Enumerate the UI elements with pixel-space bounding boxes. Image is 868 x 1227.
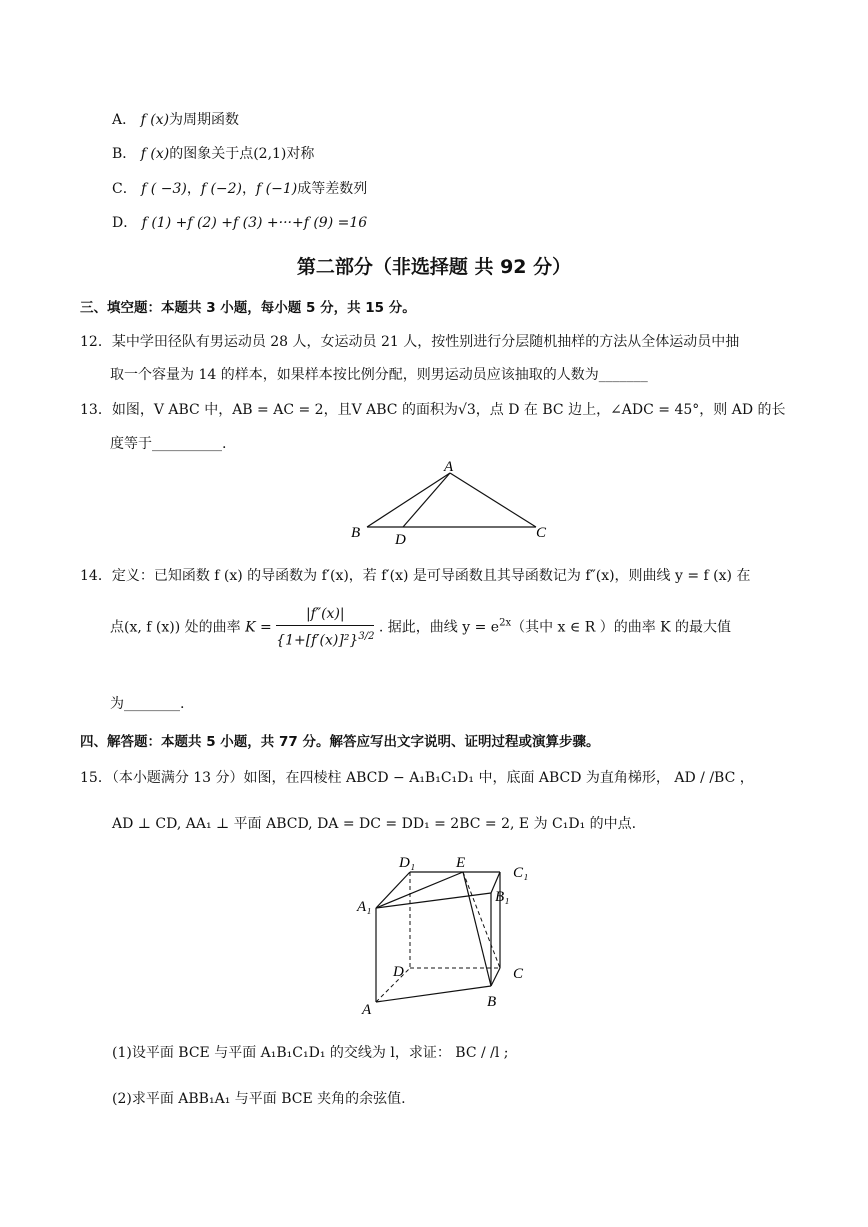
- vertex-d1-label: D₁: [399, 855, 416, 871]
- section-title: 第二部分（非选择题 共 92 分）: [296, 256, 572, 278]
- option-a: A． f (x)为周期函数: [112, 112, 240, 128]
- vertex-a-label: A: [444, 459, 454, 475]
- option-c: C． f ( −3)，f (−2)，f (−1)成等差数列: [112, 181, 368, 197]
- q13-line1: 13．如图，V ABC 中，AB = AC = 2，且V ABC 的面积为√3，点 D 在 BC 边上，∠ADC = 45°，则 AD 的长: [80, 402, 786, 418]
- prism-figure: [355, 850, 540, 1020]
- q12-line1: 12．某中学田径队有男运动员 28 人，女运动员 21 人，按性别进行分层随机抽样的方法从全体运动员中抽: [80, 334, 740, 350]
- triangle-figure: [340, 455, 560, 550]
- vertex-c1-label: C₁: [513, 865, 529, 881]
- q14-line1: 14．定义：已知函数 f (x) 的导函数为 f′(x)，若 f′(x) 是可导函数且其导函数记为 f″(x)，则曲线 y = f (x) 在: [80, 568, 751, 584]
- vertex-b1-label: B₁: [495, 889, 510, 905]
- q13-line2: 度等于__________.: [110, 436, 227, 452]
- section-four-heading: 四、解答题：本题共 5 小题，共 77 分。解答应写出文字说明、证明过程或演算步骤。: [80, 734, 600, 750]
- vertex-a-label: A: [362, 1002, 372, 1018]
- option-d: D． f (1) +f (2) +f (3) +···+f (9) =16: [112, 215, 368, 231]
- option-b: B． f (x)的图象关于点(2,1)对称: [112, 146, 315, 162]
- q15-line2: AD ⊥ CD, AA₁ ⊥ 平面 ABCD, DA = DC = DD₁ = 2BC = 2, E 为 C₁D₁ 的中点.: [112, 816, 637, 832]
- q15-part2: (2)求平面 ABB₁A₁ 与平面 BCE 夹角的余弦值.: [112, 1091, 406, 1107]
- vertex-b-label: B: [351, 525, 361, 541]
- vertex-b-label: B: [487, 994, 497, 1010]
- q15-line1: 15．（本小题满分 13 分）如图，在四棱柱 ABCD − A₁B₁C₁D₁ 中，底面 ABCD 为直角梯形， AD / /BC ，: [80, 770, 754, 786]
- curvature-fraction: $\frac{|f''(x)|}{\{1+[f'(x)]^2\}^{3/2}}$: [276, 606, 375, 649]
- q15-part1: (1)设平面 BCE 与平面 A₁B₁C₁D₁ 的交线为 l，求证： BC / /l ;: [112, 1045, 509, 1061]
- q14-line2: 点(x, f (x)) 处的曲率 K = $\frac{|f''(x)|}{\{1+[f'(x)]^2\}^{3/2}}$ . 据此，曲线 $y = e^{2x}$（其中 x ∈ R ）的曲率 K 的最大值: [110, 606, 732, 649]
- vertex-d-label: D: [393, 964, 404, 980]
- q14-line3: 为________.: [110, 696, 185, 712]
- vertex-e-label: E: [456, 855, 466, 871]
- q12-line2: 取一个容量为 14 的样本，如果样本按比例分配，则男运动员应该抽取的人数为_______: [110, 367, 648, 383]
- vertex-d-label: D: [395, 532, 406, 548]
- section-three-heading: 三、填空题：本题共 3 小题，每小题 5 分，共 15 分。: [80, 300, 416, 316]
- vertex-c-label: C: [513, 966, 524, 982]
- vertex-c-label: C: [536, 525, 547, 541]
- vertex-a1-label: A₁: [357, 899, 372, 915]
